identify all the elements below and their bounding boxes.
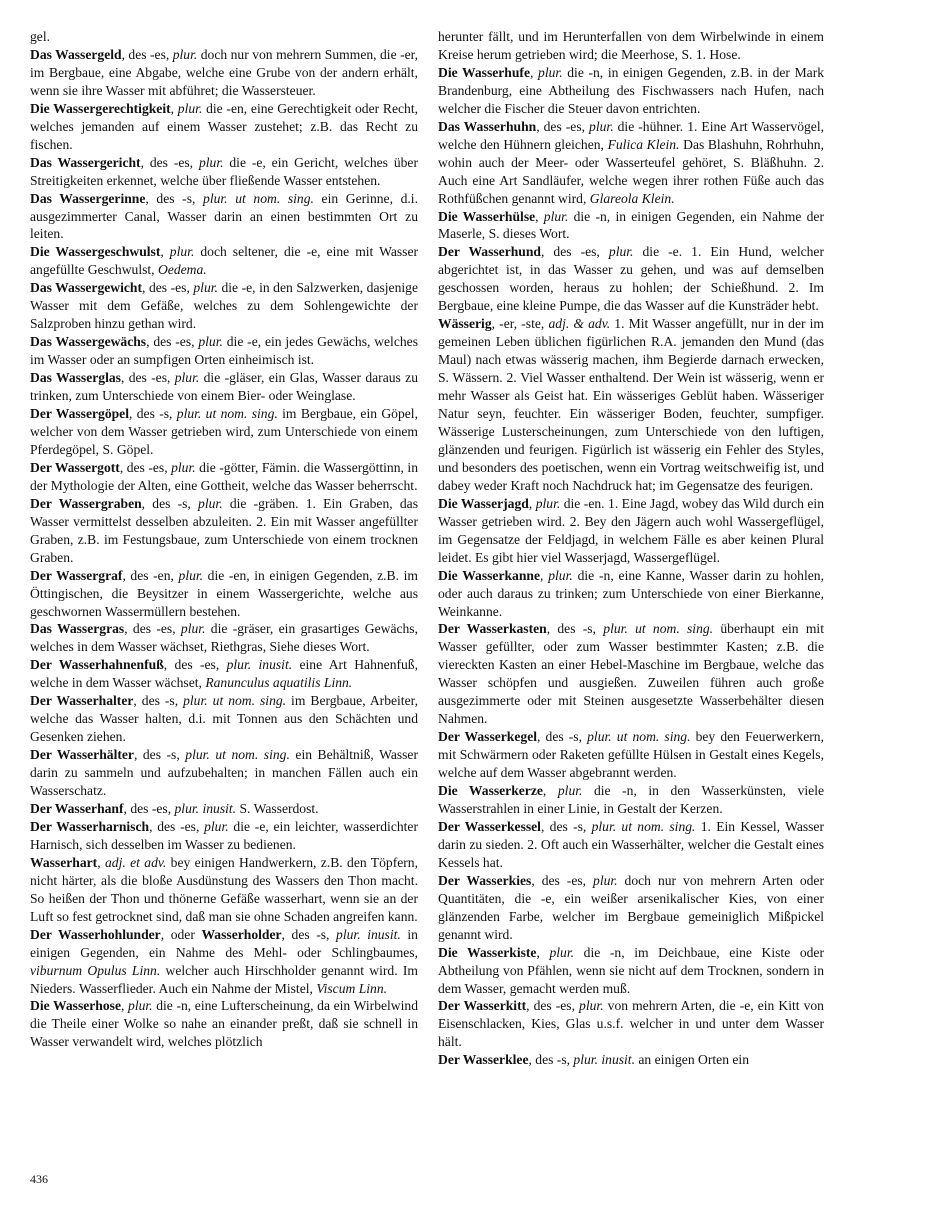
italic-text: Viscum Linn.	[316, 980, 388, 996]
left-entry	[30, 459, 418, 495]
right-entry	[438, 243, 824, 315]
italic-text: plur.	[589, 118, 614, 134]
entry-text: die -en. 1. Eine Jagd, wobey das Wild durch ein Wasser getrieben wird. 2. Bey den Jägern auch wohl Wassergeflügel, im Gegensatze der Feldjagd, in welchem Fälle es aber keinen Plural leidet. Es gibt hier viel Wasserjagd, Wassergeflügel.	[438, 495, 825, 565]
page-number: 436	[30, 1172, 48, 1186]
headword: Das Wassergewächs	[30, 334, 147, 350]
entry-text: doch seltener, die -e, eine mit Wasser angefüllte Geschwulst,	[30, 244, 419, 278]
entry-text: die -n, im Deichbaue, eine Kiste oder Abtheilung von Pfählen, wenn sie nicht auf dem Trocknen, sondern in dem Wasser, gemacht werden muß.	[438, 944, 824, 996]
italic-text: plur.	[198, 334, 223, 350]
headword: Wasserholder	[201, 926, 282, 942]
entry-text: die -e, ein leichter, wasserdichter Harnisch, sich desselben im Wasser zu bedienen.	[30, 818, 418, 852]
entry-text: 1. Ein Kessel, Wasser darin zu sieden. 2. Oft auch ein Wasserhälter, welcher die Gestalt eines Kessels hat.	[438, 818, 824, 870]
italic-text: plur.	[174, 370, 200, 386]
headword: Die Wasserkanne	[438, 567, 540, 583]
entry-text: die -n, eine Lufterscheinung, da ein Wirbelwind die Theile einer Wolke so nahe an einander preßt, daß sie schnell in Wasser verwandelt wird, welches plötzlich	[30, 998, 418, 1050]
headword: Der Wasserhälter	[30, 747, 134, 763]
italic-text: adj. & adv.	[548, 316, 611, 332]
right-entry	[438, 315, 824, 495]
entry-text: , oder	[160, 926, 202, 942]
headword: Die Wasserhose	[30, 998, 121, 1014]
entry-text: , des -es,	[146, 334, 199, 350]
entry-text: 1. Mit Wasser angefüllt, nur in der im gemeinen Leben üblichen figürlichen R.A. jemanden den Mund (das Maul) nach etwas wässerig machen, ihm Begierde darnach erwecken, S. Wässern. 2. Viel Wasser enthaltend. Der Wein ist wässerig, wenn er mehr Wasser als Geist hat. Ein wässeriges Geblüt haben. Wässeriger Natur seyn, feuchter. Ein wässeriger Boden, feuchter, sumpfiger. Wässerige Lusterscheinungen, zum Unterschiede von den luftigen, glänzenden und feurigen. Figürlich ist wässerig ein Fehler des Styles, und besonders des poetischen, wenn ein Vortrag weitschweifig ist, und dabey weder Kraft noch Nachdruck hat; im Gegensatze des feurigen.	[438, 316, 825, 493]
italic-text: plur. inusit.	[573, 1052, 635, 1068]
entry-text: , des -s,	[141, 495, 199, 511]
left-entry	[30, 190, 418, 244]
italic-text: viburnum Opulus Linn.	[30, 962, 161, 978]
left-entry	[30, 333, 418, 369]
italic-text: plur.	[198, 495, 223, 511]
entry-text: ,	[97, 854, 105, 870]
entry-text: , des -s,	[129, 406, 177, 422]
entry-text: gel.	[30, 29, 51, 44]
headword: Der Wasserhanf	[30, 800, 124, 816]
left-entry	[30, 28, 418, 46]
headword: Wasserhart	[30, 854, 98, 870]
headword: Das Wassergras	[30, 621, 125, 637]
entry-text: , des -s,	[528, 1052, 574, 1068]
italic-text: plur.	[204, 818, 229, 834]
entry-text: in einigen Gegenden, ein Nahme des Mehl- oder Schlingbaumes,	[30, 926, 418, 960]
italic-text: plur.	[549, 944, 575, 960]
left-entry	[30, 926, 418, 998]
italic-text: plur.	[177, 100, 203, 116]
headword: Wässerig	[438, 316, 492, 332]
headword: Der Wasserkasten	[438, 621, 547, 637]
entry-text: , des -es,	[536, 118, 590, 134]
headword: Der Wasserkitt	[438, 998, 527, 1014]
entry-text: die -n, in einigen Gegenden, z.B. in der Mark Brandenburg, eine Abtheilung des Fischwassers nach Hufen, nach welcher die Fischer die Steuer davon entrichten.	[438, 64, 825, 116]
headword: Das Wassergewicht	[30, 280, 143, 296]
italic-text: plur.	[593, 872, 618, 888]
italic-text: plur.	[543, 208, 569, 224]
entry-text: die -e, ein Gericht, welches über Streitigkeiten erkennet, welche über fließende Wasser entstehen.	[30, 154, 418, 188]
italic-text: plur.	[538, 64, 563, 80]
entry-text: , des -es,	[540, 244, 609, 260]
headword: Die Wassergeschwulst	[30, 244, 161, 260]
left-entry	[30, 567, 418, 621]
left-entry	[30, 800, 418, 818]
entry-text: , des -es,	[142, 280, 194, 296]
italic-text: plur. ut nom. sing.	[185, 747, 290, 763]
right-entry	[438, 872, 824, 944]
italic-text: plur.	[535, 495, 561, 511]
entry-text: die -en, in einigen Gegenden, z.B. im Öttingischen, die Beysitzer in einem Wassergerichte, welche aus geschwornen Wassermüllern bestehen.	[30, 567, 418, 619]
entry-text: ein Behältniß, Wasser darin zu sammeln und aufzubehalten; in manchen Fällen auch ein Wasserschatz.	[30, 747, 418, 799]
italic-text: plur. ut nom. sing.	[587, 729, 691, 745]
headword: Die Wassergerechtigkeit	[30, 100, 171, 116]
right-entry	[438, 64, 824, 118]
entry-text: , des -es,	[123, 800, 175, 816]
entry-text: , des -es,	[124, 621, 181, 637]
entry-text: die -götter, Fämin. die Wassergöttinn, in der Mythologie der Alten, eine Gottheit, welche das Wasser beherrscht.	[30, 459, 418, 493]
entry-text: , des -es,	[140, 154, 199, 170]
entry-text: , des -s,	[281, 926, 337, 942]
italic-text: Oedema.	[157, 262, 207, 278]
entry-text: die -gräser, ein grasartiges Gewächs, welches in dem Wasser wächset, Riethgras, Siehe dieses Wort.	[30, 621, 418, 655]
entry-text: , des -es,	[149, 818, 205, 834]
italic-text: plur.	[180, 621, 206, 637]
italic-text: plur.	[193, 280, 218, 296]
left-entry	[30, 154, 418, 190]
italic-text: plur.	[178, 567, 204, 583]
entry-text: ,	[542, 783, 558, 799]
headword: Der Wasserkies	[438, 872, 532, 888]
italic-text: Fulica Klein.	[607, 136, 680, 152]
italic-text: Glareola Klein.	[589, 190, 675, 206]
italic-text: plur. ut nom. sing.	[176, 406, 278, 422]
headword: Die Wasserhufe	[438, 64, 530, 80]
left-entry	[30, 746, 418, 800]
italic-text: plur. inusit.	[174, 800, 237, 816]
entry-text: , des -s,	[540, 818, 592, 834]
right-entry	[438, 997, 824, 1051]
headword: Der Wasserharnisch	[30, 818, 150, 834]
entry-text: ,	[170, 100, 178, 116]
entry-text: ,	[528, 495, 536, 511]
left-entry	[30, 369, 418, 405]
entry-text: eine Art Hahnenfuß, welche in dem Wasser wächset,	[30, 657, 419, 691]
entry-text: an einigen Orten ein	[635, 1052, 749, 1068]
left-entry	[30, 405, 418, 459]
entry-text: S. Wasserdost.	[236, 800, 319, 816]
entry-text: die -e. 1. Ein Hund, welcher abgerichtet ist, in das Wasser zu gehen, und was auf demselben geschossen worden, heraus zu hohlen; der Schießhund. 2. Im Bergbaue, eine kleine Pumpe, die das Wasser auf die Kunsträder hebt.	[438, 244, 824, 314]
entry-text: , des -es,	[121, 46, 173, 62]
entry-text: , des -es,	[163, 657, 227, 673]
italic-text: Ranunculus aquatilis Linn.	[205, 675, 353, 691]
entry-text: , des -s,	[133, 747, 186, 763]
italic-text: plur.	[169, 244, 195, 260]
left-entry	[30, 243, 418, 279]
italic-text: plur.	[172, 46, 198, 62]
entry-text: , des -en,	[122, 567, 179, 583]
italic-text: plur. ut nom. sing.	[183, 693, 287, 709]
entry-text: , -er, -ste,	[491, 316, 549, 332]
italic-text: plur. ut nom. sing.	[591, 818, 696, 834]
left-entry	[30, 692, 418, 746]
italic-text: plur.	[171, 459, 196, 475]
headword: Der Wasserhund	[438, 244, 541, 260]
right-column	[438, 28, 824, 1069]
italic-text: plur. ut nom. sing.	[203, 190, 314, 206]
left-entry	[30, 620, 418, 656]
entry-text: die -n, eine Kanne, Wasser darin zu hohlen, oder auch daraus zu trinken; zum Unterschiede von einer Bierkanne, Weinkanne.	[438, 567, 824, 619]
entry-text: doch nur von mehrern Arten oder Quantitäten, die -e, ein weißer arsenikalischer Kies, von einer glänzenden Farbe, welcher im Bergbaue gemeiniglich Mißpickel genannt wird.	[438, 872, 824, 942]
entry-text: die -hühner. 1. Eine Art Wasservögel, welche den Hühnern gleichen,	[438, 118, 824, 152]
headword: Das Wassergeld	[30, 46, 122, 62]
entry-text: ,	[120, 998, 129, 1014]
entry-text: im Bergbaue, ein Göpel, welcher von dem Wasser getrieben wird, zum Unterschiede von einem Pferdegöpel, S. Göpel.	[30, 406, 418, 457]
left-entry	[30, 46, 418, 100]
headword: Das Wassergerinne	[30, 190, 146, 206]
headword: Die Wasserhülse	[438, 208, 536, 224]
entry-text: die -n, in einigen Gegenden, ein Nahme der Maserle, S. dieses Wort.	[438, 208, 824, 242]
headword: Der Wassergott	[30, 459, 120, 475]
italic-text: plur. inusit.	[336, 926, 401, 942]
headword: Das Wasserglas	[30, 370, 121, 386]
italic-text: plur.	[557, 783, 583, 799]
left-entry	[30, 100, 418, 154]
right-entry	[438, 567, 824, 621]
entry-text: welcher auch Hirschholder genannt wird. Im Nieders. Wasserflieder. Auch ein Nahme der Mistel,	[30, 962, 418, 996]
left-entry	[30, 818, 418, 854]
right-entry	[438, 118, 824, 208]
headword: Das Wassergericht	[30, 154, 141, 170]
italic-text: plur.	[548, 567, 573, 583]
entry-text: die -n, in den Wasserkünsten, viele Wasserstrahlen in einer Linie, in Gestalt der Kerzen.	[438, 783, 825, 816]
entry-text: die -en, eine Gerechtigkeit oder Recht, welches jemanden auf einem Wasser zustehet; z.B. das Recht zu fischen.	[30, 100, 419, 152]
entry-text: herunter fällt, und im Herunterfallen von dem Wirbelwinde in einem Kreise herum getrieben wird; die Meerhose, S. 1. Hose.	[438, 29, 824, 62]
entry-text: , des -s,	[133, 693, 184, 709]
headword: Der Wasserhalter	[30, 693, 134, 709]
left-entry	[30, 279, 418, 333]
right-entry	[438, 728, 824, 782]
entry-text: die -e, ein jedes Gewächs, welches im Wasser oder an sumpfigen Orten einheimisch ist.	[30, 334, 418, 368]
headword: Der Wassergraben	[30, 495, 142, 511]
entry-text: , des -s,	[546, 621, 604, 637]
entry-text: , des -es,	[526, 998, 580, 1014]
left-entry	[30, 656, 418, 692]
right-entry	[438, 28, 824, 64]
headword: Der Wasserkessel	[438, 818, 541, 834]
italic-text: plur. ut nom. sing.	[603, 621, 714, 637]
entry-text: , des -s,	[145, 190, 204, 206]
entry-text: überhaupt ein mit Wasser gefüllter, oder zum Wasser bestimmter Kasten; z.B. die viereckten Kasten an einer Hebel-Maschine im Bergbaue, welche das Wasser schöpfen und ausgießen. Zuweilen führen auch große ausgezimmerte oder mit Steinen ausgesetzte Wasserbehälter diesen Nahmen.	[438, 621, 824, 727]
italic-text: plur.	[128, 998, 153, 1014]
italic-text: plur.	[198, 154, 224, 170]
entry-text: , des -es,	[120, 370, 175, 386]
italic-text: plur. inusit.	[226, 657, 293, 673]
entry-text: ,	[540, 567, 549, 583]
headword: Der Wassergöpel	[30, 406, 129, 422]
headword: Der Wasserkegel	[438, 729, 538, 745]
entry-text: im Bergbaue, Arbeiter, welche das Wasser halten, d.i. mit Tonnen aus den Schächten und Gesenken ziehen.	[30, 693, 418, 745]
headword: Der Wasserklee	[438, 1052, 529, 1068]
entry-text: die -gläser, ein Glas, Wasser daraus zu trinken, zum Unterschiede von einem Bier- oder Weinglase.	[30, 370, 418, 404]
entry-text: ,	[535, 208, 544, 224]
entry-text: , des -s,	[537, 729, 588, 745]
entry-text: bey einigen Handwerkern, z.B. den Töpfern, nicht härter, als die bloße Ausdünstung des Wassers den Thon macht. So heißen der Thon und thönerne Gefäße wasserhart, wenn sie an der Luft so fest getrocknet sind, daß man sie ohne Schaden angreifen kann.	[30, 854, 418, 924]
entry-text: , des -es,	[119, 459, 172, 475]
right-entry	[438, 620, 824, 728]
right-entry	[438, 944, 824, 998]
entry-text: Das Blashuhn, Rohrhuhn, wohin auch der Meer- oder Wasserteufel gehöret, S. Bläßhuhn. 2. Auch eine Art Sandläufer, welche wegen ihrer rothen Füße auch das Rothfüßchen genannt wird,	[438, 136, 824, 206]
headword: Die Wasserjagd	[438, 495, 529, 511]
headword: Der Wassergraf	[30, 567, 123, 583]
entry-text: bey den Feuerwerkern, mit Schwärmern oder Raketen gefüllte Hülsen in Gestalt eines Kegels, welche auf dem Wasser abgebrannt werden.	[438, 729, 824, 781]
headword: Das Wasserhuhn	[438, 118, 537, 134]
entry-text: die -e, in den Salzwerken, dasjenige Wasser mit dem Gefäße, welches zu dem Sohlengewichte der Salzproben hinzu gethan wird.	[30, 280, 418, 332]
entry-text: ,	[536, 944, 550, 960]
headword: Der Wasserhahnenfuß	[30, 657, 164, 673]
right-entry	[438, 495, 824, 567]
headword: Die Wasserkiste	[438, 944, 537, 960]
entry-text: doch nur von mehrern Summen, die -er, im Bergbaue, eine Abgabe, welche eine Grube von der andern erhält, wenn sie ihre Wasser mit abführet; die Wassersteuer.	[30, 46, 419, 98]
entry-text: ,	[160, 244, 170, 260]
italic-text: plur.	[579, 998, 604, 1014]
right-entry	[438, 1051, 824, 1069]
left-column	[30, 28, 418, 1051]
left-entry	[30, 854, 418, 926]
entry-text: , des -es,	[531, 872, 594, 888]
left-entry	[30, 997, 418, 1051]
right-entry	[438, 818, 824, 872]
entry-text: ,	[530, 64, 539, 80]
right-entry	[438, 208, 824, 244]
headword: Die Wasserkerze	[438, 783, 543, 799]
italic-text: plur.	[608, 244, 634, 260]
italic-text: adj. et adv.	[104, 854, 167, 870]
entry-text: von mehrern Arten, die -e, ein Kitt von Eisenschlacken, Kies, Glas u.s.f. welcher in und unter dem Wasser hält.	[438, 998, 824, 1050]
entry-text: ein Gerinne, d.i. ausgezimmerter Canal, Wasser darin an einen bestimmten Ort zu leiten.	[30, 190, 418, 242]
entry-text: die -gräben. 1. Ein Graben, das Wasser vermittelst desselben abzuleiten. 2. Ein mit Wasser angefüllter Graben, z.B. im Festungsbaue, zum Unterschiede von einem trocknen Graben.	[30, 495, 418, 565]
left-entry	[30, 495, 418, 567]
right-entry	[438, 782, 824, 818]
headword: Der Wasserhohlunder	[30, 926, 161, 942]
